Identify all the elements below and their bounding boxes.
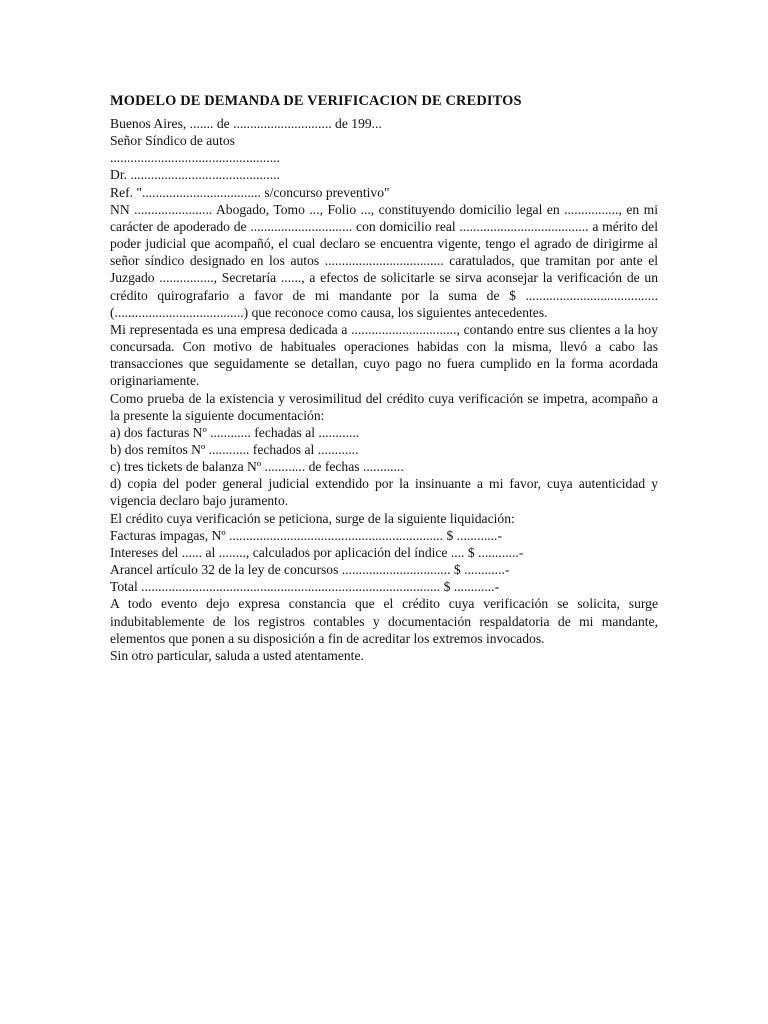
doc-item-invoices: a) dos facturas Nº ............ fechadas al ............ xyxy=(110,424,360,440)
recipient-line: Señor Síndico de autos xyxy=(110,133,235,149)
liquidation-fee: Arancel artículo 32 de la ley de concursos ................................ $ ............- xyxy=(110,562,510,578)
doctor-line: Dr. ............................................ xyxy=(110,167,280,183)
document-body xyxy=(110,92,658,664)
recipient-name-blank: .................................................. xyxy=(110,150,280,166)
liquidation-intro: El crédito cuya verificación se peticiona, surge de la siguiente liquidación: xyxy=(110,510,515,526)
opening-paragraph: NN ....................... Abogado, Tomo ..., Folio ..., constituyendo domicilio legal en ................, en mi carácter de apoderado de .............................. con domicilio real ...................................... a mérito del poder judicial que acompañó, el cual declaro se encuentra vigente, tengo el agrado de dirigirme al señor síndico designado en los autos ................................... caratulados, que tramitan por ante el Juzgado ................, Secretaría ......, a efectos de solicitarle se sirva aconsejar la verificación de un crédito quirografario a favor de mi mandante por la suma de $ ....................................... (......................................) que reconoce como causa, los siguientes antecedentes. xyxy=(110,201,658,320)
liquidation-interest: Intereses del ...... al ........, calculados por aplicación del índice .... $ ............- xyxy=(110,544,524,560)
closing-paragraph: A todo evento dejo expresa constancia que el crédito cuya verificación se solicita, surge indubitablemente de los registros contables y documentación respaldatoria de mi mandante, elementos que ponen a su disposición a fin de acreditar los extremos invocados. xyxy=(110,596,658,646)
doc-item-power-of-attorney: d) copia del poder general judicial extendido por la insinuante a mi favor, cuya autenticidad y vigencia declaro bajo juramento. xyxy=(110,476,658,509)
company-paragraph: Mi representada es una empresa dedicada a ..............................., contando entre sus clientes a la hoy concursada. Con motivo de habituales operaciones habidas con la misma, llevó a cabo las transacciones que seguidamente se detallan, cuyo pago no fuera cumplido en la forma acordada originariamente. xyxy=(110,321,658,389)
doc-item-delivery-notes: b) dos remitos Nº ............ fechados al ............ xyxy=(110,441,359,457)
evidence-paragraph: Como prueba de la existencia y verosimilitud del crédito cuya verificación se impetra, acompaño a la presente la siguiente documentación: xyxy=(110,390,658,423)
liquidation-invoices: Facturas impagas, Nº ............................................................... $ ............- xyxy=(110,527,502,543)
doc-item-scale-tickets: c) tres tickets de balanza Nº ............ de fechas ............ xyxy=(110,459,404,475)
document-title: MODELO DE DEMANDA DE VERIFICACION DE CREDITOS xyxy=(110,93,522,109)
reference-line: Ref. "................................... s/concurso preventivo" xyxy=(110,184,390,200)
signoff-line: Sin otro particular, saluda a usted atentamente. xyxy=(110,647,364,663)
liquidation-total: Total ........................................................................................ $ ............- xyxy=(110,579,500,595)
date-line: Buenos Aires, ....... de ............................. de 199... xyxy=(110,116,382,131)
